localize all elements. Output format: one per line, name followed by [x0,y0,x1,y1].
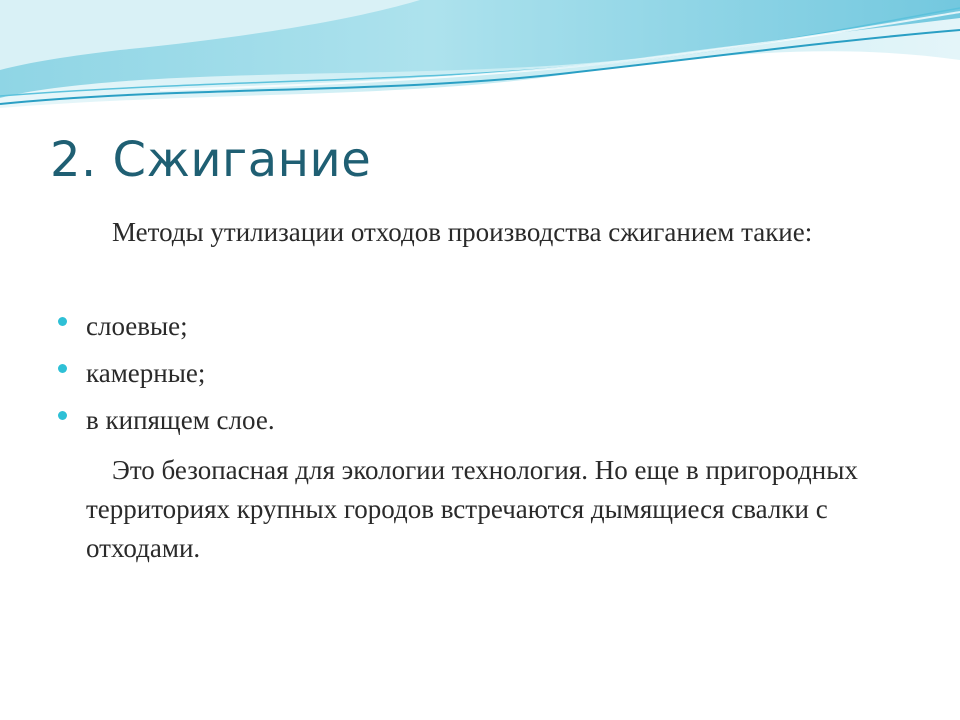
closing-paragraph: Это безопасная для экологии технология. Но еще в пригородных территориях крупных городов встречаются дымящиеся свалки с отходами. [86,455,858,563]
methods-list [56,303,275,444]
list-item-label: в кипящем слое. [86,405,275,435]
list-item-label: камерные; [86,358,206,388]
slide-title: 2. Сжигание [50,132,372,188]
bullet-dot-icon [58,411,67,420]
list-item [56,303,275,350]
list-item-label: слоевые; [86,311,188,341]
intro-paragraph: Методы утилизации отходов производства сжиганием такие: [112,217,813,247]
list-item [56,350,275,397]
bullet-dot-icon [58,364,67,373]
list-item [56,397,275,444]
bullet-dot-icon [58,317,67,326]
header-wave-decoration [0,0,960,130]
